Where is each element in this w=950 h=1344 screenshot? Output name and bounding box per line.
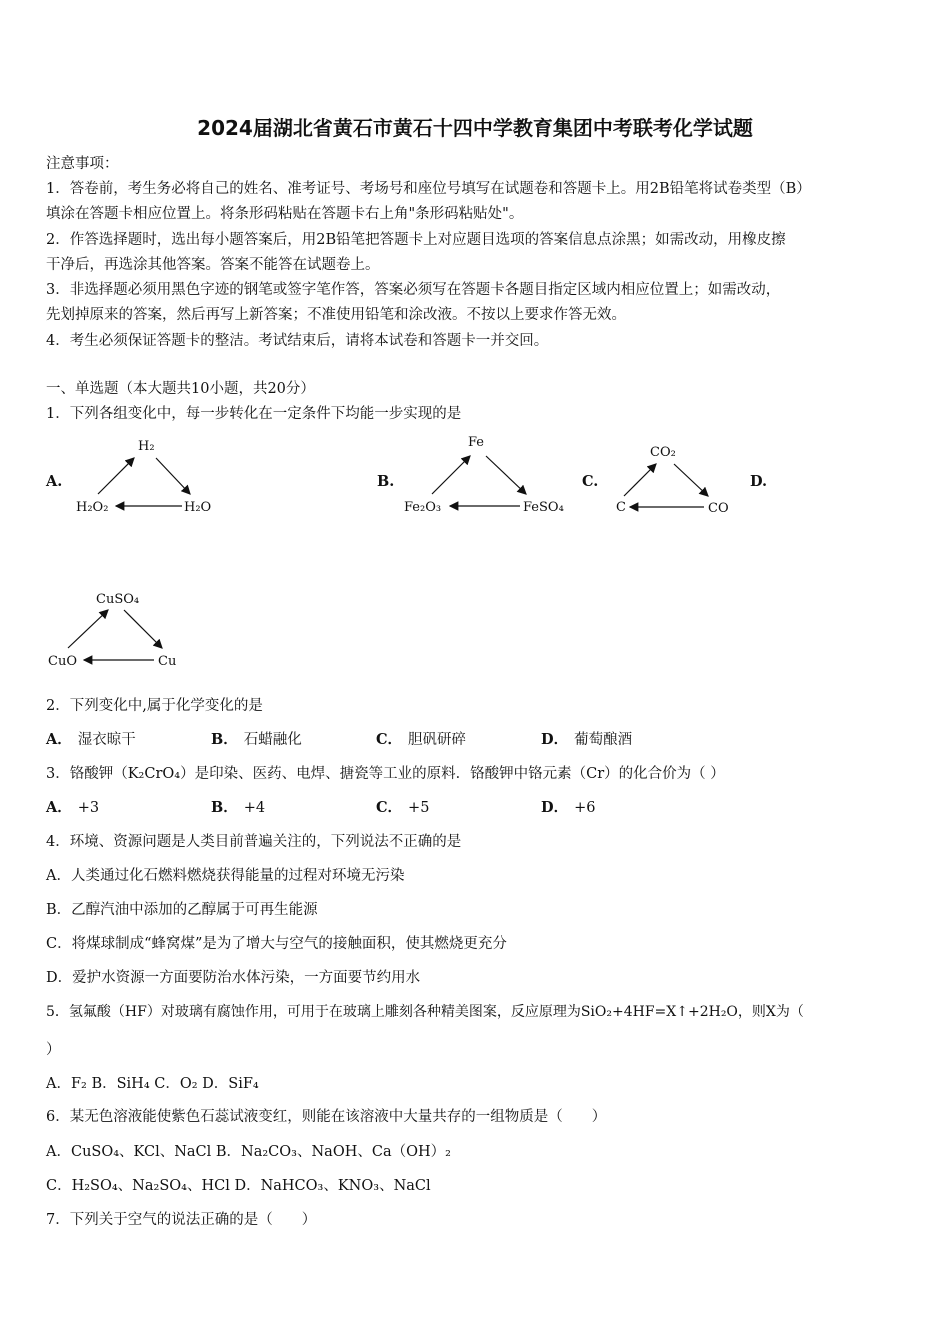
q1-c-top-label: CO₂ — [650, 445, 676, 460]
arrow — [156, 458, 190, 494]
q1-a-left-label: H₂O₂ — [76, 500, 109, 515]
q5-options: A．F₂ B．SiH₄ C．O₂ D．SiF₄ — [46, 1076, 259, 1092]
q2-options — [46, 728, 706, 749]
q1-d-right-label: Cu — [158, 654, 177, 669]
q2-option-c: C． 胆矾研碎 — [376, 731, 467, 748]
notice-line: 先划掉原来的答案，然后再写上新答案；不准使用铅笔和涂改液。不按以上要求作答无效。 — [46, 307, 626, 323]
notice-heading: 注意事项： — [46, 156, 119, 172]
q4-option-c: C．将煤球制成“蜂窝煤”是为了增大与空气的接触面积，使其燃烧更充分 — [46, 936, 507, 952]
q2-option-d: D． 葡萄酿酒 — [541, 731, 633, 748]
q3-option-c: C． +5 — [376, 799, 430, 816]
q1-diagram-b — [402, 432, 577, 526]
q1-diagram-d — [46, 586, 196, 680]
arrow — [98, 458, 134, 494]
q1-option-b-letter: B. — [377, 473, 395, 490]
q3-option-a: A． +3 — [46, 799, 100, 816]
notice-line: 4．考生必须保证答题卡的整洁。考试结束后，请将本试卷和答题卡一并交回。 — [46, 333, 549, 349]
q4-option-b: B．乙醇汽油中添加的乙醇属于可再生能源 — [46, 902, 318, 918]
q6-options-ab: A．CuSO₄、KCl、NaCl B．Na₂CO₃、NaOH、Ca（OH）₂ — [46, 1144, 451, 1160]
q1-b-right-label: FeSO₄ — [523, 500, 564, 515]
arrow — [68, 610, 108, 648]
notice-line: 3．非选择题必须用黑色字迹的钢笔或签字笔作答，答案必须写在答题卡各题目指定区域内相应位置上；如需改动， — [46, 282, 781, 298]
page-title: 2024届湖北省黄石市黄石十四中学教育集团中考联考化学试题 — [197, 116, 753, 140]
q7-stem: 7．下列关于空气的说法正确的是（ ） — [46, 1212, 317, 1228]
q1-option-c-letter: C. — [582, 473, 599, 490]
q1-diagram-c — [612, 438, 742, 527]
q1-a-right-label: H₂O — [184, 500, 212, 515]
notice-line: 1．答卷前，考生务必将自己的姓名、准考证号、考场号和座位号填写在试题卷和答题卡上。用2B铅笔将试卷类型（B） — [46, 181, 811, 197]
notice-line: 干净后，再选涂其他答案。答案不能答在试题卷上。 — [46, 257, 380, 273]
q4-option-d: D．爱护水资源一方面要防治水体污染，一方面要节约用水 — [46, 970, 421, 986]
q5-stem: 5．氢氟酸（HF）对玻璃有腐蚀作用，可用于在玻璃上雕刻各种精美图案，反应原理为SiO₂+4HF=X↑+2H₂O，则X为（ — [46, 1004, 804, 1020]
q2-stem: 2．下列变化中,属于化学变化的是 — [46, 698, 263, 714]
q1-option-d-letter: D. — [750, 473, 768, 490]
q4-option-a: A．人类通过化石燃料燃烧获得能量的过程对环境无污染 — [46, 868, 405, 884]
arrow — [624, 464, 656, 496]
q6-stem: 6．某无色溶液能使紫色石蕊试液变红，则能在该溶液中大量共存的一组物质是（ ） — [46, 1109, 607, 1125]
q1-c-right-label: CO — [708, 501, 729, 516]
q3-option-b: B． +4 — [211, 799, 266, 816]
q1-stem: 1．下列各组变化中，每一步转化在一定条件下均能一步实现的是 — [46, 406, 462, 422]
q5-stem-end: ） — [46, 1042, 61, 1058]
notice-line: 填涂在答题卡相应位置上。将条形码粘贴在答题卡右上角"条形码粘贴处"。 — [46, 206, 524, 222]
q3-stem: 3．铬酸钾（K₂CrO₄）是印染、医药、电焊、搪瓷等工业的原料．铬酸钾中铬元素（Cr）的化合价为（ ） — [46, 766, 725, 782]
arrow — [486, 456, 526, 494]
q1-a-top-label: H₂ — [138, 439, 155, 454]
section-heading: 一、单选题（本大题共10小题，共20分） — [46, 381, 315, 397]
q1-d-left-label: CuO — [48, 654, 77, 669]
q1-diagram-a — [72, 432, 222, 526]
q3-option-d: D． +6 — [541, 799, 596, 816]
q1-d-top-label: CuSO₄ — [96, 592, 140, 607]
q1-option-a-letter: A. — [46, 473, 63, 490]
q1-b-left-label: Fe₂O₃ — [404, 500, 442, 515]
notice-line: 2．作答选择题时，选出每小题答案后，用2B铅笔把答题卡上对应题目选项的答案信息点涂黑；如需改动，用橡皮擦 — [46, 232, 786, 248]
arrow — [124, 610, 162, 648]
q2-option-b: B． 石蜡融化 — [211, 731, 302, 748]
arrow — [674, 464, 708, 496]
q2-option-a: A． 湿衣晾干 — [46, 731, 136, 748]
q3-options — [46, 796, 706, 817]
q4-stem: 4．环境、资源问题是人类目前普遍关注的，下列说法不正确的是 — [46, 834, 462, 850]
arrow — [432, 456, 470, 494]
q6-options-cd: C．H₂SO₄、Na₂SO₄、HCl D．NaHCO₃、KNO₃、NaCl — [46, 1178, 431, 1194]
q1-c-left-label: C — [616, 500, 626, 515]
q1-b-top-label: Fe — [468, 435, 485, 450]
